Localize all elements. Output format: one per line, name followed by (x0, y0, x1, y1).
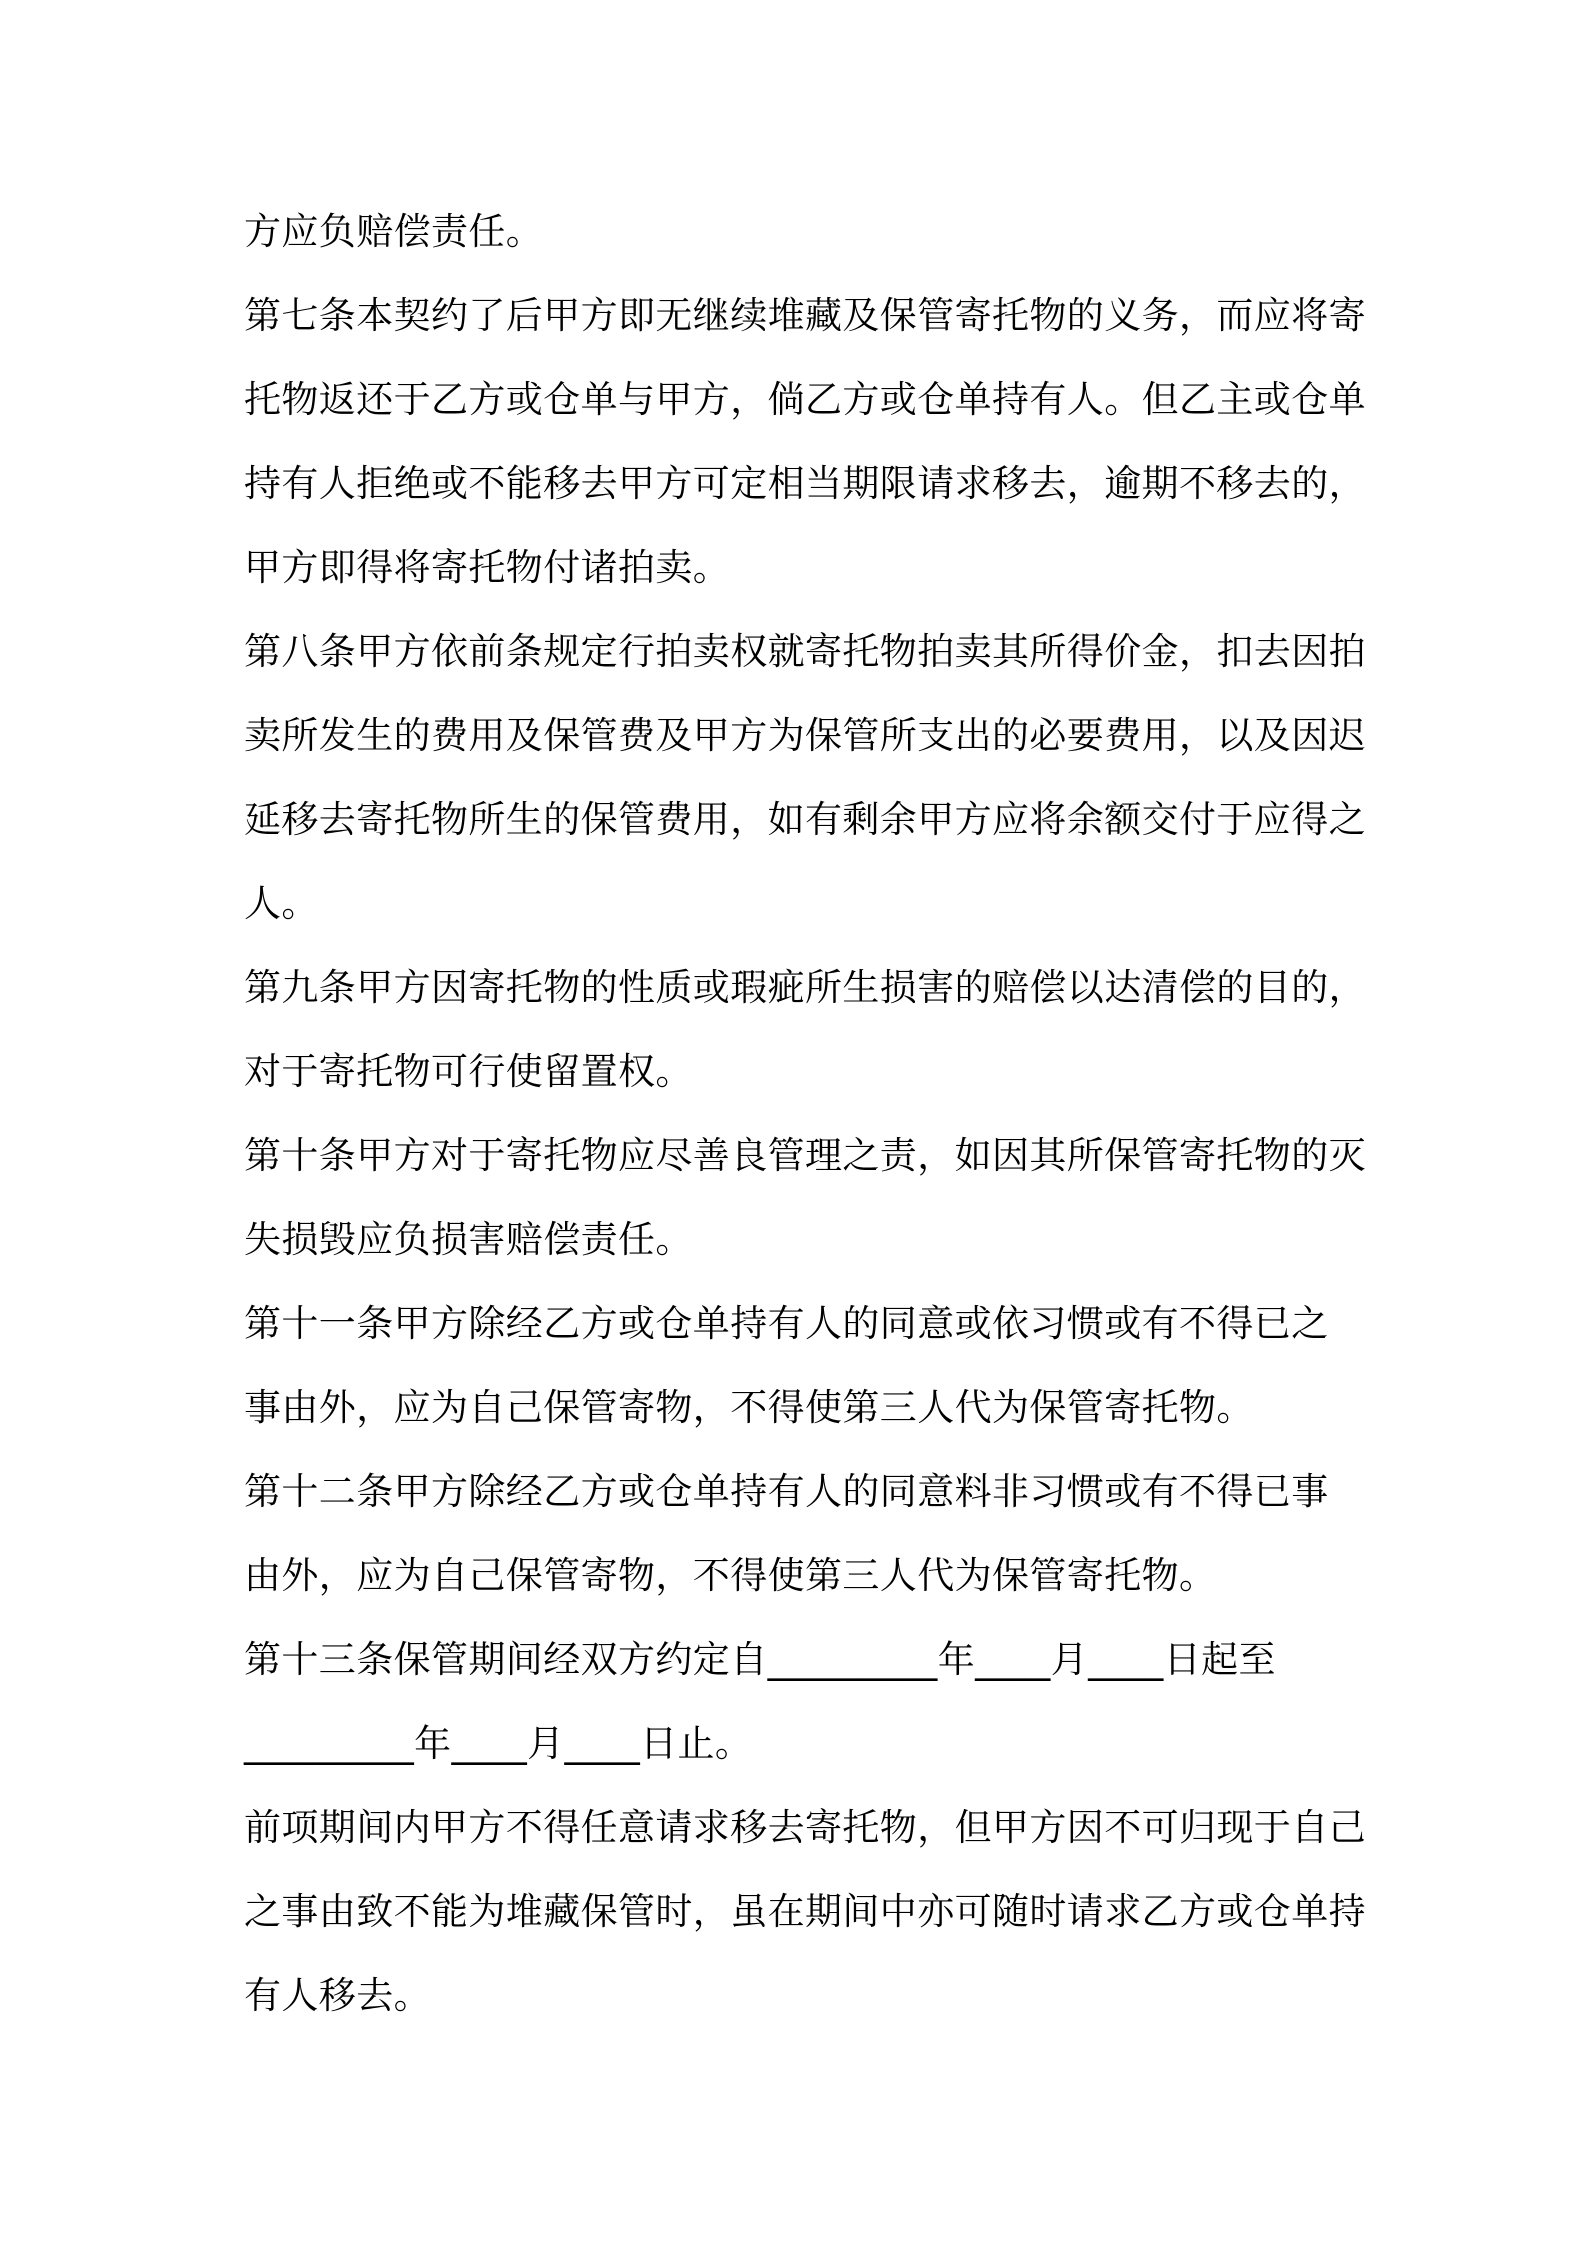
document-body (244, 190, 1364, 2038)
article-11-paragraph (244, 1282, 1364, 1450)
text-line: 第七条本契约了后甲方即无继续堆藏及保管寄托物的义务，而应将寄 (244, 294, 1366, 337)
paragraph-continuation (244, 190, 1364, 274)
article-10-paragraph (244, 1114, 1364, 1282)
text-line: 人。 (244, 882, 319, 925)
text-line: 持有人拒绝或不能移去甲方可定相当期限请求移去，逾期不移去的， (244, 462, 1366, 505)
article-7-paragraph (244, 274, 1364, 610)
article-9-paragraph (244, 946, 1364, 1114)
text-line: 前项期间内甲方不得任意请求移去寄托物，但甲方因不可归现于自己 (244, 1806, 1366, 1849)
text-line: 对于寄托物可行使留置权。 (244, 1050, 693, 1093)
text-line: 第十二条甲方除经乙方或仓单持有人的同意料非习惯或有不得已事 (244, 1470, 1329, 1513)
text-line: 第十一条甲方除经乙方或仓单持有人的同意或依习惯或有不得已之 (244, 1302, 1329, 1345)
text-line: 事由外，应为自己保管寄物，不得使第三人代为保管寄托物。 (244, 1386, 1254, 1429)
article-8-paragraph (244, 610, 1364, 946)
text-line: 托物返还于乙方或仓单与甲方，倘乙方或仓单持有人。但乙主或仓单 (244, 378, 1366, 421)
article-13-paragraph (244, 1618, 1364, 1786)
text-line: _________年____月____日止。 (244, 1722, 753, 1765)
article-12-paragraph (244, 1450, 1364, 1618)
text-line: 卖所发生的费用及保管费及甲方为保管所支出的必要费用，以及因迟 (244, 714, 1366, 757)
text-line: 有人移去。 (244, 1974, 431, 2017)
text-line: 由外，应为自己保管寄物，不得使第三人代为保管寄托物。 (244, 1554, 1217, 1597)
text-line: 失损毁应负损害赔偿责任。 (244, 1218, 693, 1261)
text-line: 方应负赔偿责任。 (244, 210, 544, 253)
text-line: 延移去寄托物所生的保管费用，如有剩余甲方应将余额交付于应得之 (244, 798, 1366, 841)
text-line: 第十条甲方对于寄托物应尽善良管理之责，如因其所保管寄托物的灭 (244, 1134, 1366, 1177)
text-line: 之事由致不能为堆藏保管时，虽在期间中亦可随时请求乙方或仓单持 (244, 1890, 1366, 1933)
text-line: 第九条甲方因寄托物的性质或瑕疵所生损害的赔偿以达清偿的目的， (244, 966, 1366, 1009)
article-13-continuation-paragraph (244, 1786, 1364, 2038)
text-line: 甲方即得将寄托物付诸拍卖。 (244, 546, 731, 589)
text-line: 第十三条保管期间经双方约定自_________年____月____日起至 (244, 1638, 1276, 1681)
text-line: 第八条甲方依前条规定行拍卖权就寄托物拍卖其所得价金，扣去因拍 (244, 630, 1366, 673)
